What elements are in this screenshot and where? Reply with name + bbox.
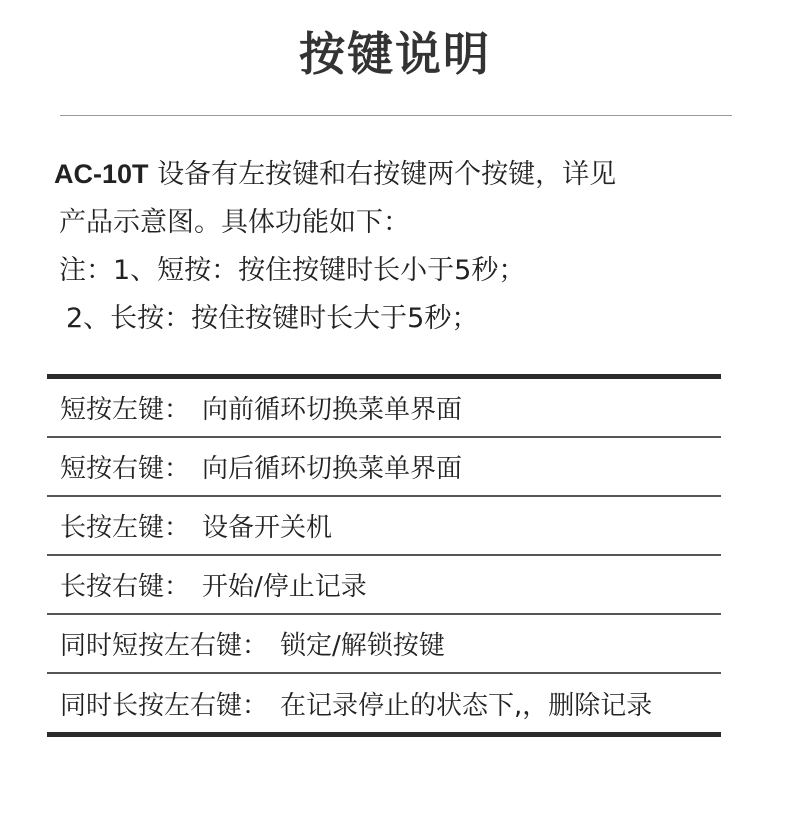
title-divider [60, 115, 732, 116]
key-action: 短按左键： [60, 395, 191, 425]
key-function: 设备开关机 [202, 513, 333, 543]
table-row [47, 379, 721, 438]
table-row [47, 556, 721, 615]
model-name: AC-10T [54, 159, 149, 189]
intro-line-1 [54, 150, 754, 199]
intro-line-2: 产品示意图。具体功能如下： [59, 207, 410, 238]
key-action: 同时短按左右键： [60, 631, 269, 661]
table-row [47, 497, 721, 556]
intro-text [54, 150, 754, 343]
key-function: 向前循环切换菜单界面 [202, 395, 463, 425]
key-action: 长按右键： [60, 572, 191, 602]
key-action: 同时长按左右键： [60, 690, 269, 721]
key-function: 向后循环切换菜单界面 [202, 454, 463, 484]
key-function-table [47, 374, 721, 737]
key-action: 长按左键： [60, 513, 191, 543]
key-action: 短按右键： [60, 454, 191, 484]
table-row [47, 674, 721, 732]
table-row [47, 438, 721, 497]
key-function: 开始/停止记录 [202, 572, 367, 602]
key-function: 锁定/解锁按键 [280, 631, 445, 661]
table-row [47, 615, 721, 674]
intro-note-line: 注：1、短按：按住按键时长小于5秒； [59, 255, 526, 286]
page-title: 按键说明 [299, 27, 491, 81]
key-function: 在记录停止的状态下,，删除记录 [280, 690, 653, 721]
intro-long-press-line: 2、长按：按住按键时长大于5秒； [66, 303, 479, 334]
intro-line-1-text: 设备有左按键和右按键两个按键，详见 [157, 159, 617, 190]
